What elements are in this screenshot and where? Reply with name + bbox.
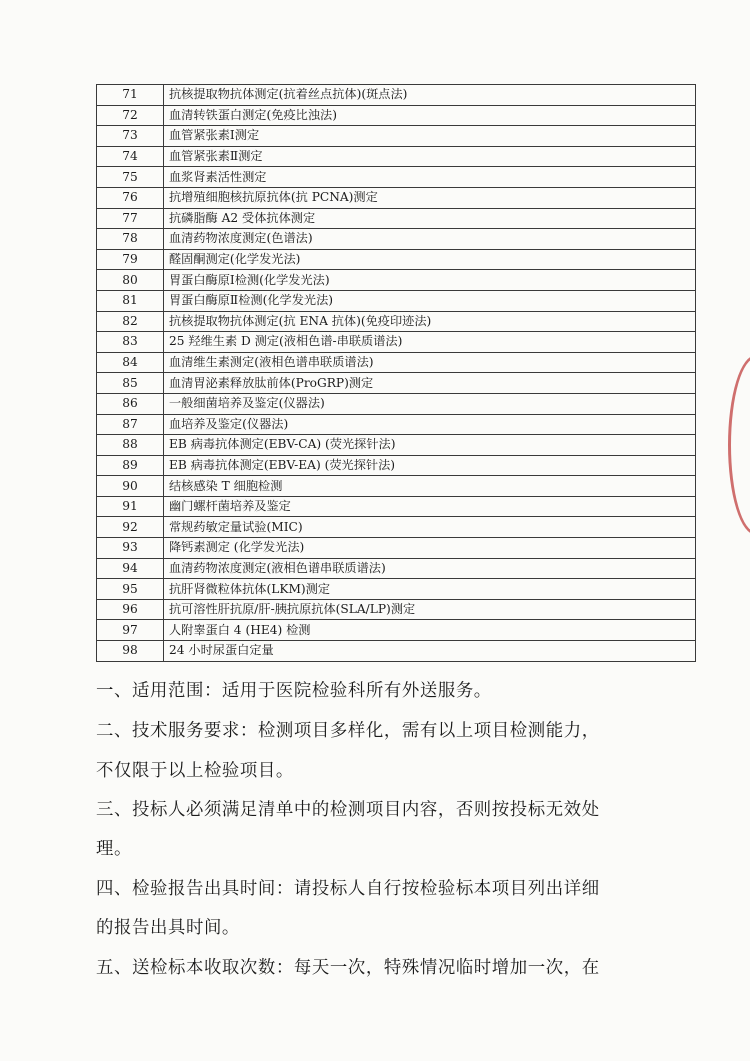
row-number: 74 (97, 146, 164, 167)
row-number: 78 (97, 229, 164, 250)
test-item-name: 血培养及鉴定(仪器法) (164, 414, 696, 435)
table-row (97, 249, 696, 270)
test-item-name: 血清药物浓度测定(色谱法) (164, 229, 696, 250)
test-item-name: 血浆肾素活性测定 (164, 167, 696, 188)
table-row (97, 641, 696, 662)
row-number: 98 (97, 641, 164, 662)
row-number: 97 (97, 620, 164, 641)
table-row (97, 208, 696, 229)
company-seal (728, 355, 750, 535)
paragraph-bidder: 三、投标人必须满足清单中的检测项目内容，否则按投标无效处 (96, 800, 600, 820)
table-row (97, 620, 696, 641)
table-row (97, 373, 696, 394)
table-row (97, 126, 696, 147)
table-row (97, 599, 696, 620)
test-item-name: 降钙素测定 (化学发光法) (164, 538, 696, 559)
test-item-name: 抗可溶性肝抗原/肝-胰抗原抗体(SLA/LP)测定 (164, 599, 696, 620)
row-number: 84 (97, 352, 164, 373)
table-row (97, 476, 696, 497)
table-row (97, 414, 696, 435)
test-item-name: EB 病毒抗体测定(EBV-EA) (荧光探针法) (164, 455, 696, 476)
table-row (97, 332, 696, 353)
table-row (97, 187, 696, 208)
table-row (97, 270, 696, 291)
table-row (97, 496, 696, 517)
test-item-name: 抗肝肾微粒体抗体(LKM)测定 (164, 579, 696, 600)
row-number: 77 (97, 208, 164, 229)
table-row (97, 538, 696, 559)
test-item-name: 结核感染 T 细胞检测 (164, 476, 696, 497)
test-item-name: 抗磷脂酶 A2 受体抗体测定 (164, 208, 696, 229)
paragraph-collection: 五、送检标本收取次数：每天一次，特殊情况临时增加一次，在 (96, 958, 600, 978)
test-item-name: 常规药敏定量试验(MIC) (164, 517, 696, 538)
test-item-name: 抗核提取物抗体测定(抗 ENA 抗体)(免疫印迹法) (164, 311, 696, 332)
row-number: 76 (97, 187, 164, 208)
row-number: 92 (97, 517, 164, 538)
test-item-name: 24 小时尿蛋白定量 (164, 641, 696, 662)
paragraph-report-time-cont: 的报告出具时间。 (96, 918, 240, 938)
row-number: 82 (97, 311, 164, 332)
paragraph-scope: 一、适用范围：适用于医院检验科所有外送服务。 (96, 681, 492, 701)
table-row (97, 146, 696, 167)
table-row (97, 105, 696, 126)
test-item-name: EB 病毒抗体测定(EBV-CA) (荧光探针法) (164, 435, 696, 456)
test-item-name: 一般细菌培养及鉴定(仪器法) (164, 393, 696, 414)
row-number: 72 (97, 105, 164, 126)
paragraph-requirements: 二、技术服务要求：检测项目多样化，需有以上项目检测能力， (96, 721, 600, 741)
table-row (97, 517, 696, 538)
table-row (97, 558, 696, 579)
table-row (97, 167, 696, 188)
test-item-name: 血管紧张素Ⅱ测定 (164, 146, 696, 167)
table-row (97, 229, 696, 250)
test-items-table (96, 84, 696, 662)
table-row (97, 455, 696, 476)
row-number: 75 (97, 167, 164, 188)
table-row (97, 290, 696, 311)
test-item-name: 胃蛋白酶原Ⅰ检测(化学发光法) (164, 270, 696, 291)
test-item-name: 胃蛋白酶原Ⅱ检测(化学发光法) (164, 290, 696, 311)
row-number: 96 (97, 599, 164, 620)
row-number: 73 (97, 126, 164, 147)
row-number: 80 (97, 270, 164, 291)
table-row (97, 435, 696, 456)
test-item-name: 人附睾蛋白 4 (HE4) 检测 (164, 620, 696, 641)
row-number: 81 (97, 290, 164, 311)
paragraph-bidder-cont: 理。 (96, 839, 132, 859)
row-number: 95 (97, 579, 164, 600)
test-item-name: 抗核提取物抗体测定(抗着丝点抗体)(斑点法) (164, 85, 696, 106)
table-row (97, 579, 696, 600)
row-number: 93 (97, 538, 164, 559)
table-row (97, 393, 696, 414)
test-item-name: 醛固酮测定(化学发光法) (164, 249, 696, 270)
row-number: 88 (97, 435, 164, 456)
test-item-name: 血清维生素测定(液相色谱串联质谱法) (164, 352, 696, 373)
test-item-name: 血清胃泌素释放肽前体(ProGRP)测定 (164, 373, 696, 394)
test-item-name: 血管紧张素Ⅰ测定 (164, 126, 696, 147)
row-number: 71 (97, 85, 164, 106)
test-item-name: 25 羟维生素 D 测定(液相色谱-串联质谱法) (164, 332, 696, 353)
row-number: 87 (97, 414, 164, 435)
test-item-name: 抗增殖细胞核抗原抗体(抗 PCNA)测定 (164, 187, 696, 208)
row-number: 89 (97, 455, 164, 476)
test-item-name: 血清转铁蛋白测定(免疫比浊法) (164, 105, 696, 126)
test-item-name: 血清药物浓度测定(液相色谱串联质谱法) (164, 558, 696, 579)
row-number: 83 (97, 332, 164, 353)
table-row (97, 85, 696, 106)
row-number: 85 (97, 373, 164, 394)
test-item-name: 幽门螺杆菌培养及鉴定 (164, 496, 696, 517)
table-row (97, 352, 696, 373)
row-number: 94 (97, 558, 164, 579)
row-number: 90 (97, 476, 164, 497)
paragraph-requirements-cont: 不仅限于以上检验项目。 (96, 761, 294, 781)
row-number: 91 (97, 496, 164, 517)
row-number: 86 (97, 393, 164, 414)
table-row (97, 311, 696, 332)
paragraph-report-time: 四、检验报告出具时间：请投标人自行按检验标本项目列出详细 (96, 879, 600, 899)
row-number: 79 (97, 249, 164, 270)
